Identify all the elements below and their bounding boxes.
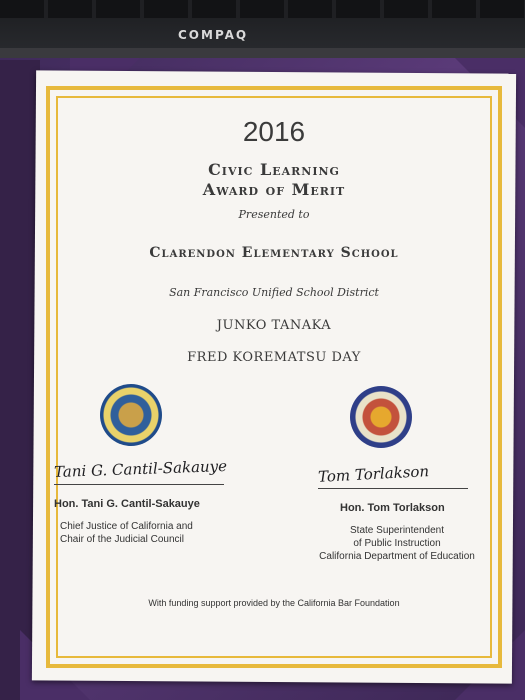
left-signer-name: Hon. Tani G. Cantil-Sakauye (54, 498, 200, 510)
award-title-line2: Award of Merit (202, 180, 346, 199)
award-title-line1: Civic Learning (208, 160, 340, 179)
judicial-branch-seal (100, 384, 162, 446)
left-signer-title-line1: Chief Justice of California and (60, 521, 193, 532)
left-signature: Tani G. Cantil-Sakauye (53, 456, 228, 482)
funding-note: With funding support provided by the California Bar Foundation (148, 598, 400, 608)
award-title (62, 160, 486, 200)
left-signer-title (60, 520, 193, 546)
keyboard-background (0, 0, 525, 62)
school-name: Clarendon Elementary School (149, 245, 399, 261)
right-signature: Tom Torlakson (317, 462, 430, 486)
right-signer-title (314, 524, 480, 563)
recipient-name: JUNKO TANAKA (216, 318, 332, 333)
right-signature-line (318, 488, 468, 489)
right-signer-name: Hon. Tom Torlakson (340, 502, 445, 514)
keyboard-keys (0, 0, 525, 18)
district-name: San Francisco Unified School District (169, 286, 379, 299)
left-signer-title-line2: Chair of the Judicial Council (60, 534, 184, 545)
left-signature-line (54, 484, 224, 485)
award-year: 2016 (242, 116, 306, 147)
right-signer-title-line2: of Public Instruction (353, 538, 441, 549)
event-name: FRED KOREMATSU DAY (187, 350, 361, 365)
right-signer-title-line3: California Department of Education (319, 551, 475, 562)
right-signer-title-line1: State Superintendent (350, 525, 444, 536)
department-of-education-seal (350, 386, 412, 448)
keyboard-brand-label: COMPAQ (178, 28, 249, 42)
presented-to-label: Presented to (238, 208, 310, 221)
